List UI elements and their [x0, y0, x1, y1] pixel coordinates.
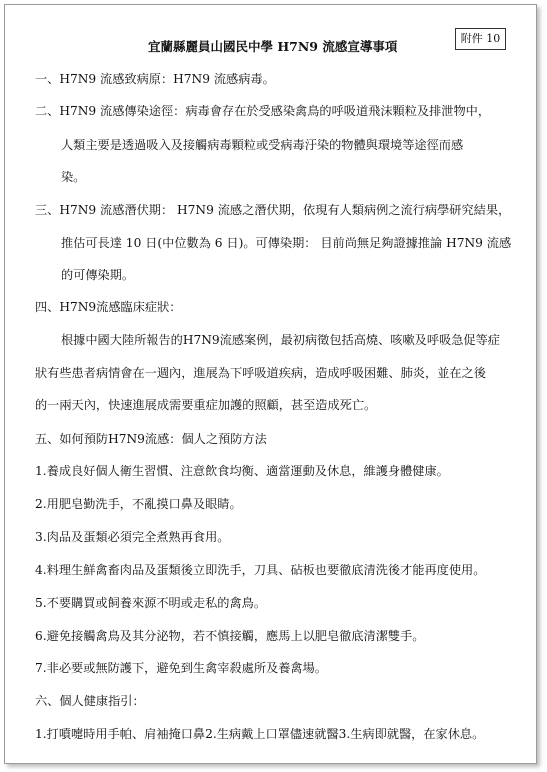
- prevention-item-3: 3.肉品及蛋類必須完全煮熟再食用。: [35, 530, 230, 544]
- section-1-pathogen: 一、H7N9 流感致病原：H7N9 流感病毒。: [35, 72, 275, 86]
- prevention-item-5: 5.不要購買或飼養來源不明或走私的禽鳥。: [35, 596, 267, 610]
- section-5-prevention: 五、如何預防H7N9流感：個人之預防方法: [35, 432, 267, 446]
- section-6-health-guide: 六、個人健康指引：: [35, 694, 145, 708]
- section-3-line-2: 推估可長達 10 日(中位數為 6 日)。可傳染期： 目前尚無足夠證據推論 H7N9 流感: [61, 236, 512, 250]
- document-title: 宜蘭縣麗員山國民中學 H7N9 流感宣導事項: [148, 39, 398, 54]
- section-4-line-1: 根據中國大陸所報告的H7N9流感案例，最初病徵包括高燒、咳嗽及呼吸急促等症: [61, 333, 500, 347]
- prevention-item-6: 6.避免接觸禽鳥及其分泌物，若不慎接觸，應馬上以肥皂徹底清潔雙手。: [35, 629, 425, 643]
- prevention-item-1: 1.養成良好個人衛生習慣、注意飲食均衡、適當運動及休息，維護身體健康。: [35, 464, 449, 478]
- section-3-incubation: 三、H7N9 流感潛伏期： H7N9 流感之潛伏期，依現有人類病例之流行病學研究結果，: [35, 203, 511, 217]
- section-4-line-2: 狀有些患者病情會在一週內，進展為下呼吸道疾病，造成呼吸困難、肺炎，並在之後: [35, 366, 486, 380]
- section-2-line-2: 人類主要是透過吸入及接觸病毒顆粒或受病毒汙染的物體與環境等途徑而感: [61, 138, 464, 152]
- section-4-symptoms: 四、H7N9流感臨床症狀：: [35, 300, 182, 314]
- prevention-item-7: 7.非必要或無防護下，避免到生禽宰殺處所及養禽場。: [35, 661, 327, 675]
- prevention-item-2: 2.用肥皂勤洗手，不亂摸口鼻及眼睛。: [35, 497, 242, 511]
- section-4-line-3: 的一兩天內，快速進展成需要重症加護的照顧，甚至造成死亡。: [35, 398, 377, 412]
- prevention-item-4: 4.料理生鮮禽畜肉品及蛋類後立即洗手，刀具、砧板也要徹底清洗後才能再度使用。: [35, 563, 486, 577]
- section-2-line-3: 染。: [61, 170, 86, 184]
- health-guide-item-1: 1.打噴嚏時用手帕、肩袖掩口鼻2.生病戴上口罩儘速就醫3.生病即就醫，在家休息。: [35, 727, 485, 741]
- section-3-line-3: 的可傳染期。: [61, 268, 135, 282]
- section-2-transmission: 二、H7N9 流感傳染途徑：病毒會存在於受感染禽鳥的呼吸道飛沫顆粒及排泄物中，: [35, 104, 491, 118]
- annex-label-box: 附件 10: [455, 28, 506, 50]
